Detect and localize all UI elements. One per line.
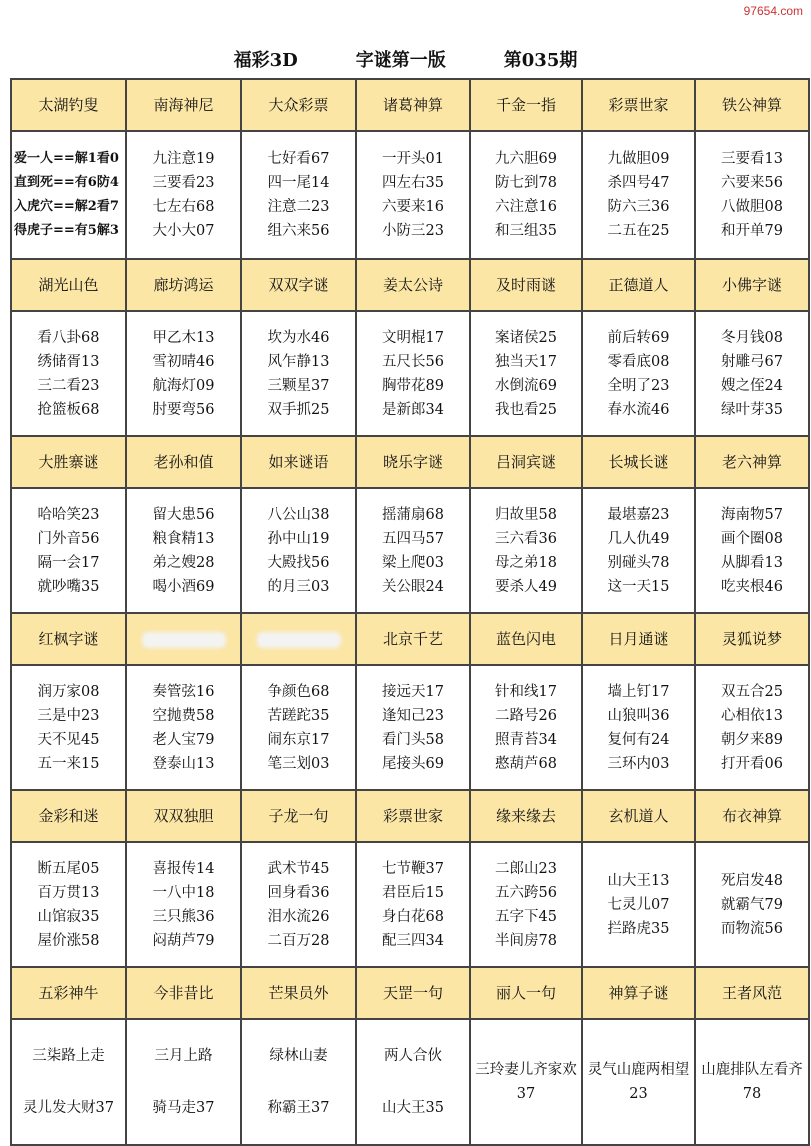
riddle-line: 笔三划03 bbox=[267, 755, 330, 772]
riddle-line: 注意二23 bbox=[267, 199, 330, 215]
riddle-cell bbox=[695, 842, 809, 967]
riddle-line: 山大王13 bbox=[607, 872, 670, 889]
header-label: 双双独胆 bbox=[153, 807, 214, 825]
riddle-line: 大小大07 bbox=[152, 223, 215, 239]
header-label: 子龙一句 bbox=[268, 807, 329, 825]
riddle-cell bbox=[11, 665, 126, 790]
header-label: 老六神算 bbox=[721, 453, 782, 471]
riddle-line: 看门头58 bbox=[382, 731, 444, 748]
column-header bbox=[695, 613, 809, 665]
riddle-line: 抢篮板68 bbox=[37, 401, 100, 418]
riddle-line: 奏管弦16 bbox=[152, 683, 215, 700]
riddle-line: 是新郎34 bbox=[382, 401, 444, 418]
riddle-line: 朝夕来89 bbox=[721, 731, 783, 748]
riddle-line: 空抛费58 bbox=[152, 707, 215, 724]
riddle-line: 润万家08 bbox=[37, 683, 100, 700]
header-row bbox=[11, 436, 809, 488]
riddle-line: 尾接头69 bbox=[382, 755, 444, 772]
lottery-name: 福彩3D bbox=[233, 50, 298, 71]
column-header bbox=[126, 259, 241, 311]
header-label: 太湖钓叟 bbox=[38, 96, 99, 114]
header-label: 小佛字谜 bbox=[721, 276, 782, 294]
riddle-cell bbox=[582, 488, 695, 613]
riddle-line: 六要来56 bbox=[721, 175, 783, 191]
riddle-cell bbox=[11, 842, 126, 967]
riddle-cell bbox=[241, 488, 356, 613]
column-header bbox=[695, 790, 809, 842]
riddle-line: 隔一会17 bbox=[37, 554, 100, 571]
riddle-line: 弟之嫂28 bbox=[152, 554, 215, 571]
riddle-line: 八公山38 bbox=[267, 506, 330, 523]
column-header bbox=[241, 79, 356, 131]
riddle-line: 和三组35 bbox=[495, 223, 557, 239]
header-label: 廊坊鸿运 bbox=[153, 276, 214, 294]
riddle-cell bbox=[11, 131, 126, 259]
content-row bbox=[11, 131, 809, 259]
riddle-line: 杀四号47 bbox=[607, 175, 670, 191]
riddle-line: 全明了23 bbox=[607, 377, 670, 394]
riddle-line: 就霸气79 bbox=[721, 896, 783, 913]
riddle-line: 绿叶芽35 bbox=[721, 401, 783, 418]
column-header bbox=[11, 790, 126, 842]
riddle-line: 航海灯09 bbox=[152, 377, 215, 394]
column-header bbox=[695, 79, 809, 131]
column-header bbox=[695, 259, 809, 311]
riddle-line: 而物流56 bbox=[721, 920, 783, 937]
header-label: 长城长谜 bbox=[608, 453, 669, 471]
riddle-cell bbox=[126, 488, 241, 613]
riddle-cell bbox=[695, 131, 809, 259]
riddle-cell bbox=[11, 1019, 126, 1145]
site-watermark: 97654.com bbox=[743, 4, 803, 18]
riddle-line: 断五尾05 bbox=[37, 860, 100, 877]
header-label: 彩票世家 bbox=[382, 807, 443, 825]
column-header bbox=[695, 436, 809, 488]
header-label: 天罡一句 bbox=[382, 984, 443, 1002]
header-label: 湖光山色 bbox=[38, 276, 99, 294]
header-label: 正德道人 bbox=[608, 276, 669, 294]
riddle-line: 射雕弓67 bbox=[721, 353, 783, 370]
column-header bbox=[241, 259, 356, 311]
column-header bbox=[241, 790, 356, 842]
riddle-line: 回身看36 bbox=[267, 884, 330, 901]
riddle-line: 和开单79 bbox=[721, 223, 783, 239]
column-header bbox=[356, 613, 470, 665]
header-label: 五彩神牛 bbox=[38, 984, 99, 1002]
column-header bbox=[126, 613, 241, 665]
riddle-line: 复何有24 bbox=[607, 731, 670, 748]
riddle-line: 逢知己23 bbox=[382, 707, 444, 724]
content-row bbox=[11, 488, 809, 613]
riddle-line: 最堪嘉23 bbox=[607, 506, 670, 523]
riddle-line: 案诸侯25 bbox=[495, 329, 557, 346]
riddle-cell bbox=[695, 488, 809, 613]
riddle-line: 五尺长56 bbox=[382, 353, 444, 370]
riddle-line: 山狼叫36 bbox=[607, 707, 670, 724]
header-label: 铁公神算 bbox=[721, 96, 782, 114]
riddle-line: 爱一人==解1看0 bbox=[14, 151, 119, 166]
riddle-line: 闹东京17 bbox=[267, 731, 330, 748]
riddle-line: 六要来16 bbox=[382, 199, 444, 215]
header-label: 彩票世家 bbox=[608, 96, 669, 114]
riddle-line: 留大患56 bbox=[152, 506, 215, 523]
riddle-line: 防七到78 bbox=[495, 175, 557, 191]
riddle-cell bbox=[582, 1019, 695, 1145]
issue-number: 第035期 bbox=[503, 50, 578, 71]
riddle-line: 三是中23 bbox=[37, 707, 100, 724]
riddle-line: 二郎山23 bbox=[495, 860, 557, 877]
riddle-line: 水倒流69 bbox=[495, 377, 557, 394]
riddle-line: 绿林山妻 bbox=[269, 1048, 328, 1064]
riddle-line: 喜报传14 bbox=[152, 860, 215, 877]
riddle-line: 憨葫芦68 bbox=[495, 755, 557, 772]
riddle-line: 八做胆08 bbox=[721, 199, 783, 215]
riddle-line: 孙中山19 bbox=[267, 530, 330, 547]
column-header bbox=[126, 79, 241, 131]
riddle-line: 门外音56 bbox=[37, 530, 100, 547]
column-header bbox=[11, 613, 126, 665]
riddle-line: 三柒路上走 bbox=[32, 1048, 105, 1064]
column-header bbox=[356, 259, 470, 311]
riddle-cell bbox=[241, 131, 356, 259]
riddle-line: 双五合25 bbox=[721, 683, 783, 700]
riddle-line: 海南物57 bbox=[721, 506, 783, 523]
header-label: 大胜寨谜 bbox=[38, 453, 99, 471]
riddle-line: 山鹿排队左看齐78 bbox=[701, 1062, 803, 1102]
column-header bbox=[241, 613, 356, 665]
riddle-line: 小防三23 bbox=[382, 223, 444, 239]
riddle-line: 肘要弯56 bbox=[152, 401, 215, 418]
riddle-line: 两人合伙 bbox=[384, 1048, 442, 1064]
header-label: 日月通谜 bbox=[608, 630, 669, 648]
riddle-line: 山大王35 bbox=[382, 1100, 444, 1116]
header-label: 芒果员外 bbox=[268, 984, 329, 1002]
riddle-line: 九六胆69 bbox=[495, 151, 557, 167]
column-header bbox=[582, 259, 695, 311]
column-header bbox=[356, 790, 470, 842]
riddle-cell bbox=[695, 665, 809, 790]
header-label: 双双字谜 bbox=[268, 276, 329, 294]
riddle-line: 心相依13 bbox=[721, 707, 783, 724]
column-header bbox=[11, 79, 126, 131]
header-label: 红枫字谜 bbox=[38, 630, 99, 648]
riddle-cell bbox=[470, 311, 582, 436]
header-label: 如来谜语 bbox=[268, 453, 329, 471]
column-header bbox=[582, 436, 695, 488]
header-label: 南海神尼 bbox=[153, 96, 214, 114]
riddle-line: 粮食精13 bbox=[152, 530, 215, 547]
riddle-line: 三二看23 bbox=[37, 377, 100, 394]
riddle-line: 三玲妻儿齐家欢37 bbox=[475, 1062, 577, 1102]
riddle-cell bbox=[126, 1019, 241, 1145]
column-header bbox=[241, 436, 356, 488]
riddle-line: 天不见45 bbox=[37, 731, 100, 748]
riddle-cell bbox=[470, 488, 582, 613]
riddle-line: 三颗星37 bbox=[267, 377, 330, 394]
page-title bbox=[0, 46, 811, 74]
riddle-line: 春水流46 bbox=[607, 401, 670, 418]
column-header bbox=[356, 79, 470, 131]
riddle-cell bbox=[356, 1019, 470, 1145]
riddle-line: 三六看36 bbox=[495, 530, 557, 547]
riddle-line: 双手抓25 bbox=[267, 401, 330, 418]
riddle-line: 吃夹根46 bbox=[721, 578, 783, 595]
riddle-cell bbox=[582, 665, 695, 790]
riddle-line: 归故里58 bbox=[495, 506, 557, 523]
riddle-cell bbox=[126, 665, 241, 790]
riddle-cell bbox=[695, 1019, 809, 1145]
header-label: 诸葛神算 bbox=[382, 96, 443, 114]
riddle-cell bbox=[695, 311, 809, 436]
header-label: 及时雨谜 bbox=[495, 276, 556, 294]
riddle-line: 画个圈08 bbox=[721, 530, 783, 547]
column-header bbox=[11, 436, 126, 488]
riddle-cell bbox=[470, 131, 582, 259]
riddle-line: 百万贯13 bbox=[37, 884, 100, 901]
riddle-line: 前后转69 bbox=[607, 329, 670, 346]
riddle-line: 七节鞭37 bbox=[382, 860, 444, 877]
riddle-cell bbox=[126, 311, 241, 436]
column-header bbox=[356, 967, 470, 1019]
riddle-line: 山馆寂35 bbox=[37, 908, 100, 925]
riddle-line: 母之弟18 bbox=[495, 554, 557, 571]
riddle-line: 半间房78 bbox=[495, 932, 557, 949]
riddle-line: 七灵儿07 bbox=[607, 896, 670, 913]
riddle-line: 哈哈笑23 bbox=[37, 506, 100, 523]
header-label: 千金一指 bbox=[495, 96, 556, 114]
riddle-line: 五一来15 bbox=[37, 755, 100, 772]
riddle-line: 九注意19 bbox=[152, 151, 215, 167]
riddle-line: 入虎穴==解2看7 bbox=[14, 199, 119, 214]
riddle-cell bbox=[356, 665, 470, 790]
riddle-line: 这一天15 bbox=[607, 578, 670, 595]
riddle-line: 得虎子==有5解3 bbox=[14, 223, 119, 238]
riddle-line: 防六三36 bbox=[607, 199, 670, 215]
header-label: 老孙和值 bbox=[153, 453, 214, 471]
riddle-line: 配三四34 bbox=[382, 932, 444, 949]
riddle-line: 三要看13 bbox=[721, 151, 783, 167]
riddle-cell bbox=[582, 842, 695, 967]
riddle-line: 二路号26 bbox=[495, 707, 557, 724]
riddle-line: 要杀人49 bbox=[495, 578, 557, 595]
riddle-line: 身白花68 bbox=[382, 908, 444, 925]
riddle-grid bbox=[10, 78, 810, 1146]
column-header bbox=[356, 436, 470, 488]
riddle-cell bbox=[241, 1019, 356, 1145]
riddle-line: 君臣后15 bbox=[382, 884, 444, 901]
header-row bbox=[11, 613, 809, 665]
riddle-line: 大殿找56 bbox=[267, 554, 330, 571]
riddle-cell bbox=[241, 311, 356, 436]
riddle-line: 拦路虎35 bbox=[607, 920, 670, 937]
column-header bbox=[11, 259, 126, 311]
column-header bbox=[470, 790, 582, 842]
blurred-header bbox=[257, 632, 341, 648]
riddle-line: 绣储胥13 bbox=[37, 353, 100, 370]
riddle-line: 墙上钉17 bbox=[607, 683, 670, 700]
riddle-line: 登泰山13 bbox=[152, 755, 215, 772]
riddle-line: 的月三03 bbox=[267, 578, 330, 595]
riddle-line: 照青苔34 bbox=[495, 731, 557, 748]
header-label: 神算子谜 bbox=[608, 984, 669, 1002]
header-label: 大众彩票 bbox=[268, 96, 329, 114]
column-header bbox=[582, 613, 695, 665]
header-label: 蓝色闪电 bbox=[495, 630, 556, 648]
column-header bbox=[241, 967, 356, 1019]
riddle-line: 武术节45 bbox=[267, 860, 330, 877]
header-label: 姜太公诗 bbox=[382, 276, 443, 294]
riddle-line: 嫂之侄24 bbox=[721, 377, 783, 394]
riddle-line: 甲乙木13 bbox=[152, 329, 215, 346]
column-header bbox=[11, 967, 126, 1019]
header-row bbox=[11, 259, 809, 311]
riddle-line: 四一尾14 bbox=[267, 175, 330, 191]
riddle-line: 骑马走37 bbox=[152, 1100, 215, 1116]
riddle-line: 摇蒲扇68 bbox=[382, 506, 444, 523]
column-header bbox=[470, 436, 582, 488]
riddle-line: 争颜色68 bbox=[267, 683, 330, 700]
content-row bbox=[11, 665, 809, 790]
riddle-line: 七好看67 bbox=[267, 151, 330, 167]
riddle-line: 组六来56 bbox=[267, 223, 330, 239]
column-header bbox=[470, 967, 582, 1019]
column-header bbox=[126, 436, 241, 488]
header-row bbox=[11, 967, 809, 1019]
riddle-line: 坎为水46 bbox=[267, 329, 330, 346]
column-header bbox=[582, 790, 695, 842]
blurred-header bbox=[142, 632, 226, 648]
riddle-cell bbox=[470, 842, 582, 967]
riddle-line: 九做胆09 bbox=[607, 151, 670, 167]
riddle-cell bbox=[470, 665, 582, 790]
riddle-line: 七左右68 bbox=[152, 199, 215, 215]
header-label: 布衣神算 bbox=[721, 807, 782, 825]
riddle-cell bbox=[11, 488, 126, 613]
riddle-line: 从脚看13 bbox=[721, 554, 783, 571]
riddle-line: 灵儿发大财37 bbox=[23, 1100, 114, 1116]
column-header bbox=[582, 79, 695, 131]
riddle-line: 称霸王37 bbox=[267, 1100, 330, 1116]
column-header bbox=[470, 259, 582, 311]
riddle-line: 老人宝79 bbox=[152, 731, 215, 748]
riddle-cell bbox=[582, 311, 695, 436]
riddle-line: 二五在25 bbox=[607, 223, 670, 239]
riddle-line: 闷葫芦79 bbox=[152, 932, 215, 949]
riddle-line: 三环内03 bbox=[607, 755, 670, 772]
riddle-line: 风乍静13 bbox=[267, 353, 330, 370]
riddle-cell bbox=[126, 131, 241, 259]
header-label: 金彩和迷 bbox=[38, 807, 99, 825]
riddle-line: 看八卦68 bbox=[37, 329, 100, 346]
header-row bbox=[11, 79, 809, 131]
riddle-line: 四左右35 bbox=[382, 175, 444, 191]
riddle-line: 三月上路 bbox=[154, 1048, 213, 1064]
riddle-line: 苦蹉跎35 bbox=[267, 707, 330, 724]
riddle-cell bbox=[11, 311, 126, 436]
riddle-line: 泪水流26 bbox=[267, 908, 330, 925]
column-header bbox=[126, 790, 241, 842]
riddle-line: 胸带花89 bbox=[382, 377, 444, 394]
column-header bbox=[695, 967, 809, 1019]
content-row bbox=[11, 1019, 809, 1145]
header-label: 北京千艺 bbox=[382, 630, 443, 648]
riddle-line: 喝小酒69 bbox=[152, 578, 215, 595]
riddle-line: 五四马57 bbox=[382, 530, 444, 547]
header-label: 今非昔比 bbox=[153, 984, 214, 1002]
content-row bbox=[11, 842, 809, 967]
riddle-line: 五字下45 bbox=[495, 908, 557, 925]
header-label: 缘来缘去 bbox=[495, 807, 556, 825]
riddle-line: 死启发48 bbox=[721, 872, 783, 889]
riddle-line: 灵气山鹿两相望23 bbox=[587, 1062, 690, 1102]
riddle-line: 梁上爬03 bbox=[382, 554, 444, 571]
riddle-line: 就吵嘴35 bbox=[37, 578, 100, 595]
header-label: 灵狐说梦 bbox=[721, 630, 782, 648]
content-row bbox=[11, 311, 809, 436]
riddle-cell bbox=[356, 311, 470, 436]
riddle-line: 零看底08 bbox=[607, 353, 670, 370]
edition-name: 字谜第一版 bbox=[355, 50, 446, 71]
riddle-line: 六注意16 bbox=[495, 199, 557, 215]
riddle-line: 一八中18 bbox=[152, 884, 215, 901]
riddle-line: 五六跨56 bbox=[495, 884, 557, 901]
riddle-line: 屋价涨58 bbox=[37, 932, 100, 949]
riddle-line: 文明棍17 bbox=[382, 329, 444, 346]
riddle-line: 二百万28 bbox=[267, 932, 330, 949]
riddle-line: 独当天17 bbox=[495, 353, 557, 370]
header-label: 玄机道人 bbox=[608, 807, 669, 825]
riddle-cell bbox=[356, 842, 470, 967]
header-row bbox=[11, 790, 809, 842]
header-label: 丽人一句 bbox=[495, 984, 556, 1002]
riddle-line: 雪初晴46 bbox=[152, 353, 215, 370]
riddle-line: 别碰头78 bbox=[607, 554, 670, 571]
riddle-line: 三只熊36 bbox=[152, 908, 215, 925]
riddle-line: 接远天17 bbox=[382, 683, 444, 700]
riddle-line: 针和线17 bbox=[495, 683, 557, 700]
riddle-line: 关公眼24 bbox=[382, 578, 444, 595]
riddle-cell bbox=[241, 842, 356, 967]
column-header bbox=[470, 79, 582, 131]
column-header bbox=[582, 967, 695, 1019]
riddle-line: 打开看06 bbox=[721, 755, 783, 772]
riddle-line: 三要看23 bbox=[152, 175, 215, 191]
header-label: 吕洞宾谜 bbox=[495, 453, 556, 471]
riddle-line: 直到死==有6防4 bbox=[14, 175, 119, 190]
riddle-cell bbox=[356, 488, 470, 613]
riddle-cell bbox=[241, 665, 356, 790]
riddle-cell bbox=[470, 1019, 582, 1145]
riddle-line: 一开头01 bbox=[382, 151, 444, 167]
column-header bbox=[470, 613, 582, 665]
riddle-line: 我也看25 bbox=[495, 401, 557, 418]
riddle-line: 冬月钱08 bbox=[721, 329, 783, 346]
header-label: 晓乐字谜 bbox=[382, 453, 443, 471]
riddle-cell bbox=[356, 131, 470, 259]
riddle-cell bbox=[126, 842, 241, 967]
header-label: 王者风范 bbox=[721, 984, 782, 1002]
column-header bbox=[126, 967, 241, 1019]
riddle-cell bbox=[582, 131, 695, 259]
riddle-line: 几人仇49 bbox=[607, 530, 670, 547]
